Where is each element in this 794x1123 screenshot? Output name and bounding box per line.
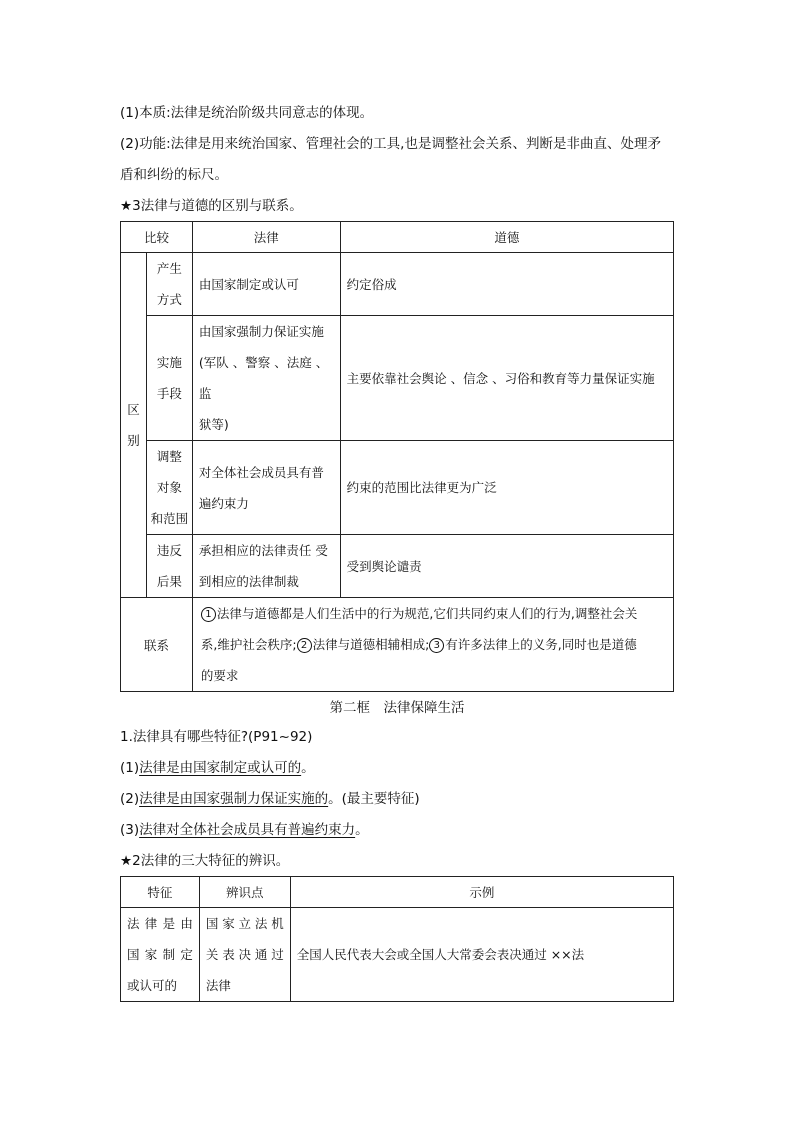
header-point: 辨识点 <box>199 877 290 908</box>
section-title: 第二框 法律保障生活 <box>329 700 465 716</box>
text-line: 盾和纠纷的标尺。 <box>120 167 228 183</box>
aspect-scope: 调整 对象 和范围 <box>146 441 192 535</box>
header-example: 示例 <box>290 877 673 908</box>
feature-2: (2)法律是由国家强制力保证实施的。(最主要特征) <box>120 791 420 807</box>
morality-consequence: 受到舆论谴责 <box>340 535 673 598</box>
feature-cell: 法律是由 国家制定 或认可的 <box>121 908 200 1002</box>
question: 1.法律具有哪些特征?(P91~92) <box>120 729 313 745</box>
law-features-table <box>120 876 674 1002</box>
aspect-means: 实施 手段 <box>146 316 192 441</box>
point-cell: 国家立法机 关表决通过 法律 <box>199 908 290 1002</box>
circled-number: 1 <box>201 607 216 622</box>
feature-1: (1)法律是由国家制定或认可的。 <box>120 760 315 776</box>
header-feature: 特征 <box>121 877 200 908</box>
law-morality-table <box>120 221 674 692</box>
circled-number: 3 <box>429 638 444 653</box>
morality-scope: 约束的范围比法律更为广泛 <box>340 441 673 535</box>
connection-text: 1 法律与道德都是人们生活中的行为规范,它们共同约束人们的行为,调整社会关 系,维护社会秩序; 2 法律与道德相辅相成; 3 有许多法律上的义务,同时也是道德 的要求 <box>192 598 673 692</box>
section-heading: ★3法律与道德的区别与联系。 <box>120 198 303 214</box>
law-origin: 由国家制定或认可 <box>192 253 340 316</box>
law-consequence: 承担相应的法律责任 受 到相应的法律制裁 <box>192 535 340 598</box>
aspect-consequence: 违反 后果 <box>146 535 192 598</box>
circled-number: 2 <box>297 638 312 653</box>
feature-3: (3)法律对全体社会成员具有普遍约束力。 <box>120 822 369 838</box>
header-compare: 比较 <box>121 222 193 253</box>
morality-means: 主要依靠社会舆论 、信念 、习俗和教育等力量保证实施 <box>340 316 673 441</box>
header-law: 法律 <box>192 222 340 253</box>
distinction-label: 区 别 <box>121 253 147 598</box>
example-cell: 全国人民代表大会或全国人大常委会表决通过 ××法 <box>290 908 673 1002</box>
connection-label: 联系 <box>121 598 193 692</box>
section-heading: ★2法律的三大特征的辨识。 <box>120 853 290 869</box>
text-line: (2)功能:法律是用来统治国家、管理社会的工具,也是调整社会关系、判断是非曲直、处理矛 <box>120 136 661 152</box>
morality-origin: 约定俗成 <box>340 253 673 316</box>
law-scope: 对全体社会成员具有普 遍约束力 <box>192 441 340 535</box>
law-means: 由国家强制力保证实施 (军队 、警察 、法庭 、监 狱等) <box>192 316 340 441</box>
header-morality: 道德 <box>340 222 673 253</box>
text-line: (1)本质:法律是统治阶级共同意志的体现。 <box>120 105 374 121</box>
aspect-origin: 产生 方式 <box>146 253 192 316</box>
